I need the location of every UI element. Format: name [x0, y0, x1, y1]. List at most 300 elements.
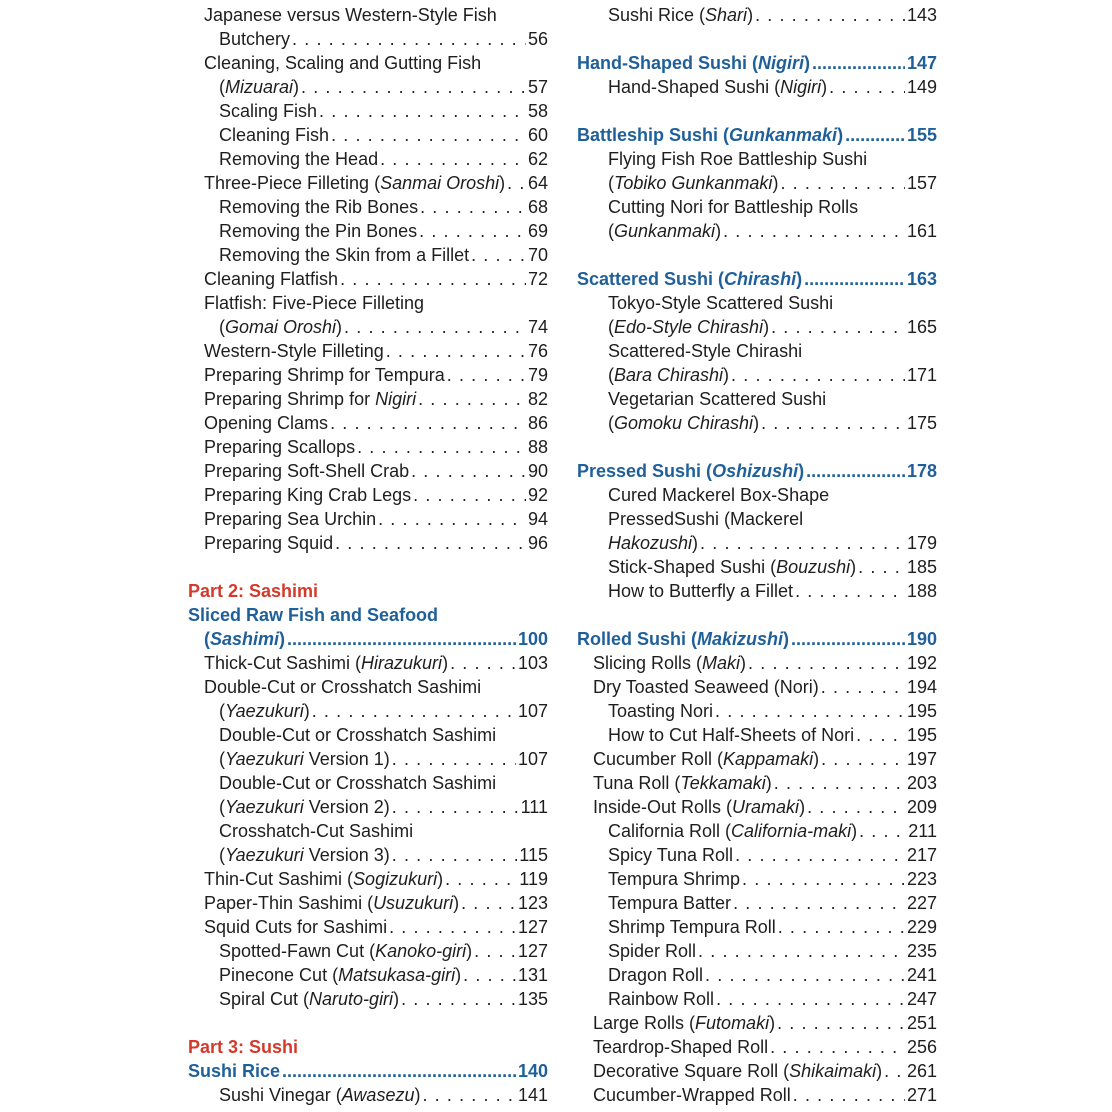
- toc-dot-leader: [859, 819, 906, 843]
- toc-entry-title-text: ): [393, 989, 400, 1009]
- toc-entry: [577, 171, 937, 195]
- toc-entry-title-text: Japanese versus Western-Style Fish: [204, 5, 497, 25]
- toc-entry: [188, 243, 548, 267]
- toc-entry-title: [204, 411, 328, 435]
- toc-entry-title-italic: Gunkanmaki: [729, 125, 838, 145]
- toc-entry-title: [219, 99, 317, 123]
- toc-entry-title: [204, 459, 409, 483]
- toc-dot-leader: [705, 963, 905, 987]
- toc-entry: [188, 651, 548, 675]
- toc-entry-title: [219, 771, 496, 795]
- toc-page-number: 82: [527, 389, 548, 409]
- toc-entry: [188, 363, 548, 387]
- toc-entry-title-text: Tuna Roll (: [593, 773, 681, 793]
- toc-entry: [577, 771, 937, 795]
- toc-entry-title-text: Crosshatch-Cut Sashimi: [219, 821, 414, 841]
- toc-entry-title-text: Sliced Raw Fish and Seafood: [188, 605, 439, 625]
- toc-entry-title: [608, 291, 833, 315]
- toc-page-number: 68: [527, 197, 548, 217]
- toc-entry-title-text: ): [303, 701, 310, 721]
- toc-entry-title-text: Cleaning Fish: [219, 125, 330, 145]
- toc-entry-title: [204, 915, 387, 939]
- toc-entry: [577, 75, 937, 99]
- toc-page-number: 103: [517, 653, 548, 673]
- toc-entry: [188, 195, 548, 219]
- toc-dot-leader: [392, 843, 518, 867]
- toc-entry-title-italic: Mizuarai: [225, 77, 294, 97]
- toc-entry-title-text: Removing the Pin Bones: [219, 221, 418, 241]
- toc-entry-title-text: ): [783, 629, 790, 649]
- toc-entry-title-italic: Sashimi: [210, 629, 280, 649]
- toc-dot-leader: [392, 795, 519, 819]
- toc-entry-title: [219, 315, 342, 339]
- toc-entry-title-text: Paper-Thin Sashimi (: [204, 893, 374, 913]
- toc-entry-title-text: ): [796, 269, 803, 289]
- toc-page-number: 165: [906, 317, 937, 337]
- toc-entry-title-text: Large Rolls (: [593, 1013, 696, 1033]
- toc-page-number: 241: [906, 965, 937, 985]
- toc-entry-title-text: Dry Toasted Seaweed (Nori): [593, 677, 819, 697]
- toc-entry-title-text: Teardrop-Shaped Roll: [593, 1037, 769, 1057]
- toc-entry: [188, 1083, 548, 1107]
- toc-dot-leader: [791, 627, 905, 651]
- toc-entry: [577, 963, 937, 987]
- toc-entry-title: [219, 987, 399, 1011]
- toc-entry-title: [204, 339, 384, 363]
- toc-page-number: 72: [527, 269, 548, 289]
- toc-dot-leader: [312, 699, 516, 723]
- toc-entry-title-text: ): [279, 629, 286, 649]
- toc-entry-title: [608, 219, 721, 243]
- toc-entry-title-italic: Uramaki: [732, 797, 800, 817]
- toc-page-number: 229: [906, 917, 937, 937]
- toc-entry-title-text: Rainbow Roll: [608, 989, 715, 1009]
- toc-entry-title-text: ): [715, 221, 722, 241]
- toc-entry-title-text: Spider Roll: [608, 941, 697, 961]
- toc-entry-title-italic: Futomaki: [695, 1013, 770, 1033]
- toc-entry: [577, 1035, 937, 1059]
- toc-entry-title-text: Butchery: [219, 29, 291, 49]
- toc-entry-title-text: Cleaning, Scaling and Gutting Fish: [204, 53, 482, 73]
- toc-dot-leader: [450, 651, 516, 675]
- toc-spacer: [188, 1011, 548, 1035]
- toc-entry-title: [608, 555, 856, 579]
- toc-entry-title-text: Scattered Sushi (: [577, 269, 725, 289]
- toc-entry-title-text: Thin-Cut Sashimi (: [204, 869, 354, 889]
- toc-page-number: 247: [906, 989, 937, 1009]
- toc-page-number: 58: [527, 101, 548, 121]
- toc-entry-title-text: Part 3: Sushi: [188, 1037, 299, 1057]
- toc-dot-leader: [445, 867, 517, 891]
- toc-entry-title-italic: Edo-Style Chirashi: [614, 317, 764, 337]
- toc-page-number: 74: [527, 317, 548, 337]
- toc-dot-leader: [780, 171, 905, 195]
- toc-dot-leader: [422, 1083, 515, 1107]
- toc-entry-title-text: Double-Cut or Crosshatch Sashimi: [219, 773, 497, 793]
- toc-entry-title-text: California Roll (: [608, 821, 732, 841]
- toc-entry-title: [204, 363, 445, 387]
- toc-dot-leader: [715, 699, 905, 723]
- toc-dot-leader: [507, 171, 526, 195]
- toc-dot-leader: [411, 459, 526, 483]
- toc-entry-title-text: ): [414, 1085, 421, 1105]
- toc-spacer: [577, 27, 937, 51]
- toc-entry: [577, 363, 937, 387]
- toc-entry-title: [608, 147, 867, 171]
- toc-entry: [188, 867, 548, 891]
- toc-page-number: 69: [527, 221, 548, 241]
- toc-page-number: 60: [527, 125, 548, 145]
- toc-page-number: 211: [908, 821, 937, 841]
- toc-entry-title-text: (: [204, 629, 210, 649]
- toc-page-number: 127: [517, 917, 548, 937]
- toc-entry-title-text: ): [804, 53, 811, 73]
- toc-entry: [577, 1059, 937, 1083]
- toc-entry-title: [608, 699, 713, 723]
- toc-entry-title-text: ): [455, 965, 462, 985]
- toc-dot-leader: [420, 195, 526, 219]
- toc-entry-title-italic: Shikaimaki: [789, 1061, 877, 1081]
- toc-entry: [188, 819, 548, 843]
- toc-dot-leader: [700, 531, 905, 555]
- toc-spacer: [577, 603, 937, 627]
- toc-entry-title: [608, 531, 698, 555]
- toc-entry-title-italic: Awasezu: [341, 1085, 415, 1105]
- toc-page-number: 94: [527, 509, 548, 529]
- toc-entry-title-text: Hand-Shaped Sushi (: [608, 77, 781, 97]
- toc-entry-title-text: Preparing Soft-Shell Crab: [204, 461, 410, 481]
- toc-entry-title: [608, 723, 854, 747]
- toc-entry-title-text: How to Butterfly a Fillet: [608, 581, 794, 601]
- toc-entry-title: [219, 147, 378, 171]
- toc-dot-leader: [856, 723, 905, 747]
- toc-dot-leader: [357, 435, 526, 459]
- toc-entry: [188, 27, 548, 51]
- toc-page-number: 261: [906, 1061, 937, 1081]
- toc-entry-title: [608, 171, 778, 195]
- toc-dot-leader: [287, 627, 516, 651]
- toc-page-number: 92: [527, 485, 548, 505]
- toc-entry-title: [608, 195, 858, 219]
- toc-entry-title-text: Three-Piece Filleting (: [204, 173, 381, 193]
- toc-entry-title: [219, 1083, 420, 1107]
- toc-column-right: [577, 3, 937, 1107]
- toc-entry-title-italic: Tekkamaki: [680, 773, 766, 793]
- toc-dot-leader: [716, 987, 905, 1011]
- toc-dot-leader: [821, 675, 905, 699]
- toc-dot-leader: [771, 315, 905, 339]
- toc-page-number: 62: [527, 149, 548, 169]
- toc-page-number: 90: [527, 461, 548, 481]
- toc-entry: [188, 459, 548, 483]
- toc-entry-title: [219, 195, 418, 219]
- toc-page-number: 192: [906, 653, 937, 673]
- toc-page-number: 203: [906, 773, 937, 793]
- toc-entry-title: [593, 747, 819, 771]
- toc-entry-title: [608, 939, 696, 963]
- toc-entry-title-text: Removing the Rib Bones: [219, 197, 419, 217]
- toc-entry-title-text: Dragon Roll: [608, 965, 704, 985]
- toc-entry-title: [608, 3, 753, 27]
- toc-entry: [577, 747, 937, 771]
- toc-dot-leader: [770, 1035, 905, 1059]
- toc-dot-leader: [806, 459, 905, 483]
- toc-entry: [188, 147, 548, 171]
- toc-entry-title: [577, 51, 810, 75]
- toc-page-number: 123: [517, 893, 548, 913]
- toc-entry-title: [204, 387, 416, 411]
- toc-entry: [188, 699, 548, 723]
- toc-entry-title: [188, 603, 438, 627]
- toc-entry-title-text: Part 2: Sashimi: [188, 581, 319, 601]
- toc-entry-title-text: ): [765, 773, 772, 793]
- toc-dot-leader: [389, 915, 516, 939]
- toc-entry-title-text: ): [453, 893, 460, 913]
- toc-entry-title-text: Pinecone Cut (: [219, 965, 339, 985]
- toc-entry-title: [219, 219, 417, 243]
- toc-entry: [188, 891, 548, 915]
- toc-entry-title-text: Version 1): [303, 749, 390, 769]
- toc-entry-title: [608, 987, 714, 1011]
- toc-entry-title-text: Western-Style Filleting: [204, 341, 384, 361]
- toc-entry: [577, 1011, 937, 1035]
- toc-entry-title: [608, 75, 827, 99]
- toc-section-heading: [577, 123, 937, 147]
- toc-entry-title-text: ): [293, 77, 300, 97]
- toc-page-number: 178: [906, 461, 937, 481]
- toc-entry-title-text: Rolled Sushi (: [577, 629, 698, 649]
- toc-page-number: 115: [519, 845, 548, 865]
- toc-entry-title-italic: Nigiri: [758, 53, 805, 73]
- toc-page-number: 227: [906, 893, 937, 913]
- toc-entry: [577, 579, 937, 603]
- toc-dot-leader: [471, 243, 526, 267]
- toc-page-number: 70: [527, 245, 548, 265]
- toc-entry-title-italic: Makizushi: [697, 629, 784, 649]
- toc-dot-leader: [419, 219, 526, 243]
- toc-dot-leader: [755, 3, 905, 27]
- toc-dot-leader: [778, 915, 905, 939]
- toc-dot-leader: [282, 1059, 516, 1083]
- toc-entry-title: [577, 627, 789, 651]
- toc-dot-leader: [884, 1059, 905, 1083]
- toc-entry-title: [204, 267, 338, 291]
- toc-entry: [577, 723, 937, 747]
- toc-page-number: 119: [519, 869, 548, 889]
- toc-entry-title: [188, 1035, 298, 1059]
- toc-dot-leader: [804, 267, 905, 291]
- toc-page-number: 161: [906, 221, 937, 241]
- toc-entry-title: [608, 891, 731, 915]
- toc-entry-title-text: Scaling Fish: [219, 101, 318, 121]
- toc-entry: [577, 555, 937, 579]
- toc-entry-title-italic: Naruto-giri: [309, 989, 394, 1009]
- toc-page-number: 235: [906, 941, 937, 961]
- toc-entry-title: [204, 531, 333, 555]
- toc-entry-title-italic: Kanoko-giri: [375, 941, 467, 961]
- toc-entry-title-text: Inside-Out Rolls (: [593, 797, 733, 817]
- toc-entry-title-text: Spicy Tuna Roll: [608, 845, 734, 865]
- toc-entry: [188, 99, 548, 123]
- toc-dot-leader: [463, 963, 516, 987]
- toc-entry-title-text: Preparing Scallops: [204, 437, 356, 457]
- toc-entry-title-text: (: [608, 317, 614, 337]
- toc-entry-title-text: PressedSushi (Mackerel: [608, 509, 804, 529]
- toc-entry-title-text: ): [437, 869, 444, 889]
- toc-entry: [577, 411, 937, 435]
- toc-column-left: [188, 3, 548, 1107]
- toc-entry-title-text: Cleaning Flatfish: [204, 269, 339, 289]
- toc-entry-title: [219, 819, 413, 843]
- toc-entry: [188, 963, 548, 987]
- toc-entry-title: [593, 651, 746, 675]
- toc-entry-title-text: Decorative Square Roll (: [593, 1061, 790, 1081]
- toc-dot-leader: [761, 411, 905, 435]
- toc-dot-leader: [413, 483, 526, 507]
- toc-entry-title-text: ): [851, 821, 858, 841]
- toc-page-number: 256: [906, 1037, 937, 1057]
- toc-entry-title-text: Scattered-Style Chirashi: [608, 341, 803, 361]
- toc-entry: [188, 795, 548, 819]
- toc-entry-title-italic: Nigiri: [780, 77, 822, 97]
- toc-entry-title: [577, 123, 843, 147]
- toc-entry-title-text: ): [336, 317, 343, 337]
- toc-entry-title-text: (: [608, 413, 614, 433]
- toc-entry: [577, 867, 937, 891]
- toc-entry-title-italic: Bouzushi: [776, 557, 851, 577]
- toc-entry-title-italic: Yaezukuri: [225, 749, 304, 769]
- toc-entry-title: [608, 867, 740, 891]
- toc-entry: [188, 123, 548, 147]
- toc-dot-leader: [858, 555, 905, 579]
- toc-dot-leader: [774, 771, 905, 795]
- toc-section-heading: [188, 1059, 548, 1083]
- toc-entry: [188, 435, 548, 459]
- toc-section-heading: [577, 627, 937, 651]
- toc-page-number: 271: [906, 1085, 937, 1105]
- toc-entry-title-italic: Sanmai Oroshi: [380, 173, 500, 193]
- toc-entry-title: [608, 387, 826, 411]
- toc-entry: [577, 795, 937, 819]
- toc-entry: [577, 531, 937, 555]
- toc-section-heading: [577, 51, 937, 75]
- toc-entry-title-italic: Gomoku Chirashi: [614, 413, 754, 433]
- toc-page-number: 111: [520, 797, 548, 817]
- toc-dot-leader: [733, 891, 905, 915]
- toc-page-number: 171: [906, 365, 937, 385]
- toc-entry-title-text: ): [813, 749, 820, 769]
- toc-entry-title-italic: Shari: [705, 5, 748, 25]
- toc-entry: [577, 195, 937, 219]
- toc-entry: [577, 219, 937, 243]
- toc-dot-leader: [742, 867, 905, 891]
- toc-page-number: 127: [517, 941, 548, 961]
- toc-dot-leader: [807, 795, 905, 819]
- toc-entry: [577, 675, 937, 699]
- toc-entry: [577, 3, 937, 27]
- toc-entry: [188, 675, 548, 699]
- toc-entry-title-text: Hand-Shaped Sushi (: [577, 53, 759, 73]
- toc-page-number: 190: [906, 629, 937, 649]
- toc-dot-leader: [401, 987, 516, 1011]
- toc-entry-title: [608, 579, 793, 603]
- toc-entry: [188, 507, 548, 531]
- toc-entry-title-text: Preparing Shrimp for: [204, 389, 376, 409]
- toc-entry: [577, 987, 937, 1011]
- toc-page-number: 107: [517, 701, 548, 721]
- toc-entry-title-text: Version 2): [303, 797, 390, 817]
- toc-entry-title-text: Tokyo-Style Scattered Sushi: [608, 293, 834, 313]
- toc-entry-title-text: ): [821, 77, 828, 97]
- toc-dot-leader: [330, 411, 526, 435]
- toc-entry-title-italic: Matsukasa-giri: [338, 965, 456, 985]
- toc-entry-title: [608, 507, 803, 531]
- toc-page-number: 56: [527, 29, 548, 49]
- toc-entry: [188, 987, 548, 1011]
- toc-entry-title-text: Cutting Nori for Battleship Rolls: [608, 197, 859, 217]
- toc-page-number: 163: [906, 269, 937, 289]
- toc-page-number: 195: [906, 725, 937, 745]
- toc-entry-title-text: (: [608, 221, 614, 241]
- toc-page-number: 143: [906, 5, 937, 25]
- toc-dot-leader: [447, 363, 526, 387]
- toc-entry-title-text: ): [799, 797, 806, 817]
- toc-page-number: 57: [527, 77, 548, 97]
- toc-entry-title: [219, 27, 290, 51]
- toc-entry-title-text: ): [837, 125, 844, 145]
- toc-entry-title-text: (: [219, 797, 225, 817]
- toc-entry-title-text: (: [219, 77, 225, 97]
- toc-entry-title-text: (: [219, 701, 225, 721]
- toc-entry-title-text: Double-Cut or Crosshatch Sashimi: [219, 725, 497, 745]
- toc-spacer: [577, 435, 937, 459]
- toc-entry-title-italic: Yaezukuri: [225, 701, 304, 721]
- toc-entry-title: [204, 867, 443, 891]
- toc-section-heading: [577, 267, 937, 291]
- toc-entry-title-text: Cucumber Roll (: [593, 749, 724, 769]
- toc-entry-title: [593, 1035, 768, 1059]
- toc-entry-title-text: Vegetarian Scattered Sushi: [608, 389, 827, 409]
- toc-dot-leader: [301, 75, 526, 99]
- toc-entry-title-text: Preparing King Crab Legs: [204, 485, 412, 505]
- toc-entry-title-text: ): [499, 173, 506, 193]
- toc-entry-title-text: Cucumber-Wrapped Roll: [593, 1085, 791, 1105]
- toc-page-number: 147: [906, 53, 937, 73]
- toc-entry: [188, 483, 548, 507]
- toc-page-number: 141: [517, 1085, 548, 1105]
- toc-entry-title-text: Sushi Vinegar (: [219, 1085, 342, 1105]
- toc-entry: [577, 891, 937, 915]
- toc-page-number: 76: [527, 341, 548, 361]
- toc-dot-leader: [335, 531, 526, 555]
- toc-entry-title: [204, 675, 481, 699]
- toc-entry-title-text: ): [798, 461, 805, 481]
- toc-dot-leader: [340, 267, 526, 291]
- toc-part-title: [188, 1035, 548, 1059]
- toc-entry-title-italic: Yaezukuri: [225, 845, 304, 865]
- toc-entry-title: [577, 267, 802, 291]
- toc-entry: [188, 171, 548, 195]
- toc-entry-title-text: ): [753, 413, 760, 433]
- toc-entry-title-text: ): [747, 5, 754, 25]
- toc-dot-leader: [319, 99, 526, 123]
- toc-entry-title-text: (: [608, 365, 614, 385]
- toc-entry: [188, 771, 548, 795]
- toc-entry-title-italic: Oshizushi: [712, 461, 799, 481]
- toc-entry-title-text: Preparing Sea Urchin: [204, 509, 377, 529]
- toc-dot-leader: [474, 939, 516, 963]
- toc-entry: [188, 387, 548, 411]
